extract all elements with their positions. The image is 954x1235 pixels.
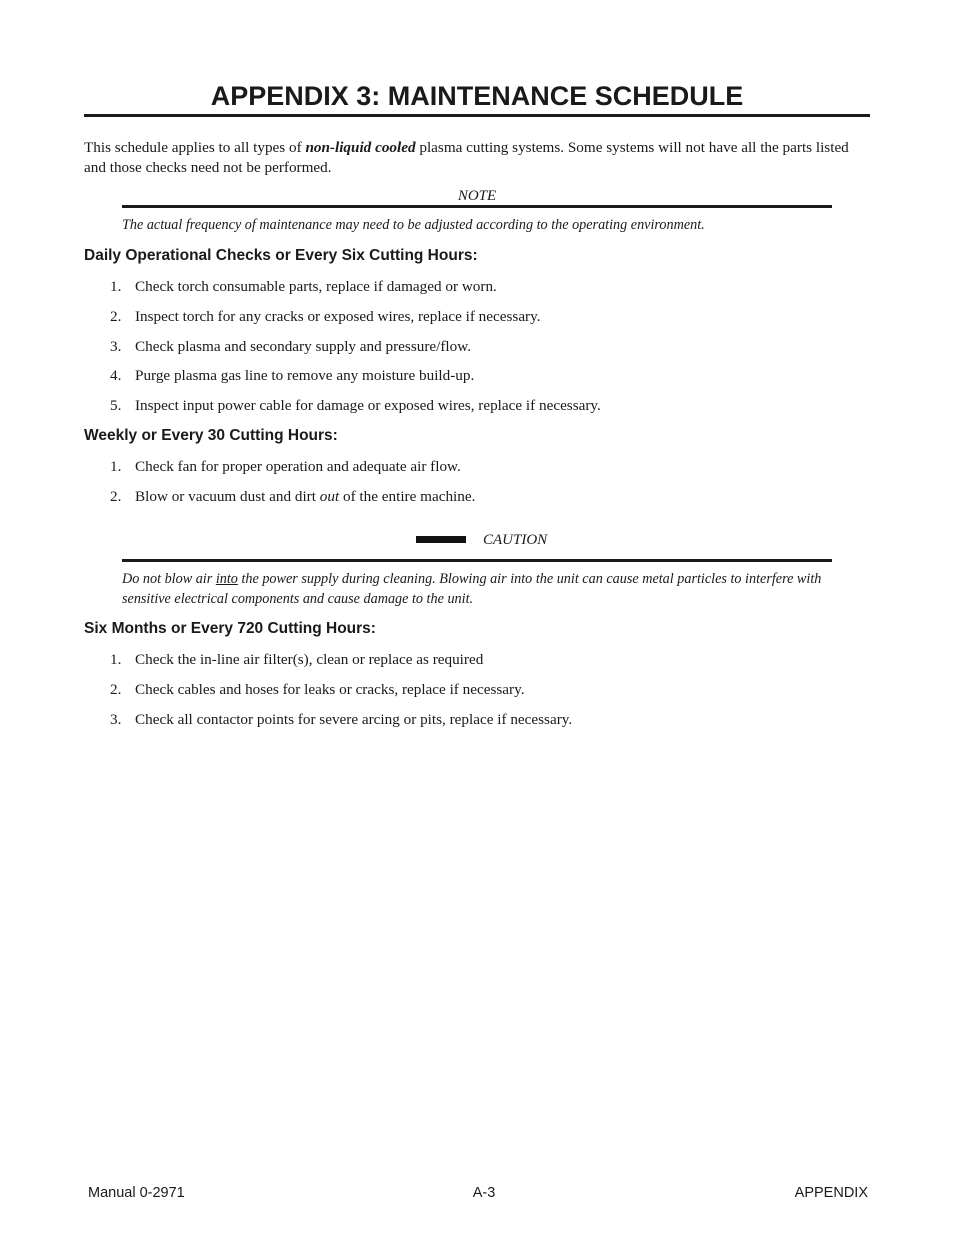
footer-section-name: APPENDIX xyxy=(794,1185,868,1201)
caution-title: CAUTION xyxy=(483,532,548,548)
item-text: Check torch consumable parts, replace if damaged or worn. xyxy=(135,278,497,295)
item-text: Purge plasma gas line to remove any moisture build-up. xyxy=(135,367,475,385)
item-number: 4. xyxy=(110,367,122,385)
caution-text xyxy=(122,570,837,609)
item-text: Check plasma and secondary supply and pressure/flow. xyxy=(135,337,472,355)
weekly-checklist xyxy=(84,457,884,517)
section-heading-six-months: Six Months or Every 720 Cutting Hours: xyxy=(84,620,376,637)
list-item xyxy=(84,650,884,680)
item-text xyxy=(135,487,475,507)
section-heading-weekly: Weekly or Every 30 Cutting Hours: xyxy=(84,427,338,444)
list-item xyxy=(84,710,884,740)
footer-page-number: A-3 xyxy=(472,1185,496,1201)
list-item xyxy=(84,487,884,517)
six-months-checklist xyxy=(84,650,884,739)
list-item xyxy=(84,366,884,396)
intro-text-after: plasma cutting systems. Some systems will not have all the parts listed and those checks need not be performed. xyxy=(84,139,849,176)
item-text-italic: out xyxy=(319,487,340,505)
item-number: 2. xyxy=(110,307,122,325)
note-title: NOTE xyxy=(457,188,497,204)
caution-underlined: into xyxy=(215,571,238,587)
item-number: 2. xyxy=(110,680,122,698)
list-item xyxy=(84,307,884,337)
caution-text-after: the power supply during cleaning. Blowing air into the unit can cause metal particles to interfere with sensitive electrical components and cause damage to the unit. xyxy=(122,571,822,607)
item-text: Check the in-line air filter(s), clean or replace as required xyxy=(135,651,484,668)
list-item xyxy=(84,396,884,426)
item-number: 2. xyxy=(110,487,122,505)
list-item xyxy=(84,680,884,710)
list-item xyxy=(84,457,884,487)
intro-emphasis: non-liquid cooled xyxy=(305,139,416,156)
item-number: 1. xyxy=(110,278,122,295)
caution-bar-icon xyxy=(416,536,466,543)
item-number: 1. xyxy=(110,458,122,475)
caution-text-before: Do not blow air xyxy=(122,571,216,587)
item-text: Check all contactor points for severe arcing or pits, replace if necessary. xyxy=(135,710,573,728)
item-text: Check fan for proper operation and adequate air flow. xyxy=(135,458,461,475)
item-text: Inspect torch for any cracks or exposed wires, replace if necessary. xyxy=(135,307,541,325)
list-item xyxy=(84,277,884,307)
item-number: 3. xyxy=(110,710,122,728)
item-number: 1. xyxy=(110,651,122,668)
page-title: APPENDIX 3: MAINTENANCE SCHEDULE xyxy=(210,81,744,111)
intro-paragraph xyxy=(84,138,874,177)
section-heading-daily: Daily Operational Checks or Every Six Cutting Hours: xyxy=(84,247,478,264)
item-text-after: of the entire machine. xyxy=(339,487,476,505)
item-text-before: Blow or vacuum dust and dirt xyxy=(135,487,320,505)
item-number: 3. xyxy=(110,337,122,355)
footer-manual-number: Manual 0-2971 xyxy=(88,1185,185,1201)
item-text: Inspect input power cable for damage or exposed wires, replace if necessary. xyxy=(135,397,601,415)
note-rule xyxy=(122,205,832,208)
item-text: Check cables and hoses for leaks or cracks, replace if necessary. xyxy=(135,680,525,698)
item-number: 5. xyxy=(110,397,122,415)
daily-checklist xyxy=(84,277,884,426)
note-text: The actual frequency of maintenance may need to be adjusted according to the operating environment. xyxy=(122,217,705,233)
caution-rule xyxy=(122,559,832,562)
intro-text-before: This schedule applies to all types of xyxy=(84,139,306,156)
list-item xyxy=(84,337,884,367)
title-rule xyxy=(84,114,870,117)
